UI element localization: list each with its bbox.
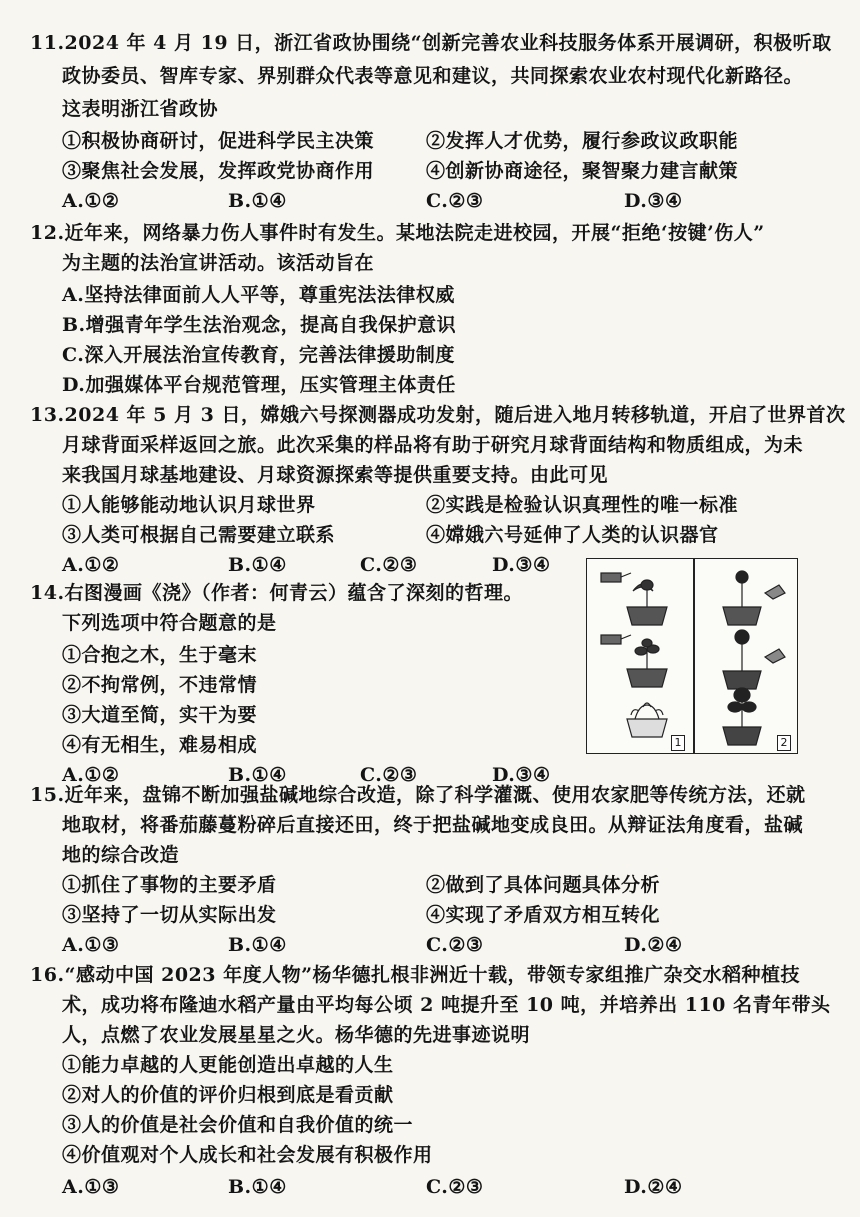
choice-c: C.②③ [360, 764, 418, 786]
statement: ①抓住了事物的主要矛盾 [62, 874, 277, 896]
question-15-line-1: 15.近年来，盘锦不断加强盐碱地综合改造，除了科学灌溉、使用农家肥等传统方法，还就 [30, 784, 806, 806]
choice-d: D.③④ [492, 764, 551, 786]
question-13-line-1: 13.2024 年 5 月 3 日，嫦娥六号探测器成功发射，随后进入地月转移轨道，开启了世界首次 [30, 404, 846, 426]
question-13-line-2: 月球背面采样返回之旅。此次采集的样品将有助于研究月球背面结构和物质组成，为未 [62, 434, 804, 456]
statement: ③大道至简，实干为要 [62, 704, 258, 726]
question-13-line-3: 来我国月球基地建设、月球资源探索等提供重要支持。由此可见 [62, 464, 609, 486]
choice-d: D.②④ [624, 934, 683, 956]
choice-c: C.②③ [426, 934, 484, 956]
comic-illustration [586, 558, 798, 754]
question-12-line-1: 12.近年来，网络暴力伤人事件时有发生。某地法院走进校园，开展“拒绝‘按键’伤人” [30, 222, 765, 244]
choice-d: D.②④ [624, 1176, 683, 1198]
choice-d: D.③④ [492, 554, 551, 576]
statement: ③人的价值是社会价值和自我价值的统一 [62, 1114, 414, 1136]
statement: ②做到了具体问题具体分析 [426, 874, 661, 896]
question-16-line-2: 术，成功将布隆迪水稻产量由平均每公顷 2 吨提升至 10 吨，并培养出 110 名青年带头 [62, 994, 831, 1016]
statement: ②实践是检验认识真理性的唯一标准 [426, 494, 739, 516]
statement: ①积极协商研讨，促进科学民主决策 [62, 130, 375, 152]
statement: ③人类可根据自己需要建立联系 [62, 524, 336, 546]
choice-d: D.加强媒体平台规范管理，压实管理主体责任 [62, 374, 456, 396]
statement: ②对人的价值的评价归根到底是看贡献 [62, 1084, 394, 1106]
statement: ②发挥人才优势，履行参政议政职能 [426, 130, 739, 152]
question-11-line-2: 政协委员、智库专家、界别群众代表等意见和建议，共同探索农业农村现代化新路径。 [62, 65, 804, 87]
statement: ①能力卓越的人更能创造出卓越的人生 [62, 1054, 394, 1076]
statement: ④有无相生，难易相成 [62, 734, 258, 756]
choice-a: A.坚持法律面前人人平等，尊重宪法法律权威 [62, 284, 455, 306]
statement: ④嫦娥六号延伸了人类的认识器官 [426, 524, 719, 546]
statement: ④实现了矛盾双方相互转化 [426, 904, 661, 926]
panel-label-2: 2 [777, 735, 791, 751]
statement: ①人能够能动地认识月球世界 [62, 494, 316, 516]
question-15-line-3: 地的综合改造 [62, 844, 180, 866]
question-16-line-1: 16.“感动中国 2023 年度人物”杨华德扎根非洲近十载，带领专家组推广杂交水稻种植技 [30, 964, 801, 986]
statement: ①合抱之木，生于毫末 [62, 644, 258, 666]
question-15-line-2: 地取材，将番茄藤蔓粉碎后直接还田，终于把盐碱地变成良田。从辩证法角度看，盐碱 [62, 814, 804, 836]
choice-b: B.①④ [228, 764, 287, 786]
question-11-line-3: 这表明浙江省政协 [62, 98, 219, 120]
statement: ④价值观对个人成长和社会发展有积极作用 [62, 1144, 433, 1166]
choice-b: B.增强青年学生法治观念，提高自我保护意识 [62, 314, 457, 336]
choice-c: C.②③ [426, 190, 484, 212]
statement: ③坚持了一切从实际出发 [62, 904, 277, 926]
choice-b: B.①④ [228, 934, 287, 956]
choice-a: A.①② [62, 764, 120, 786]
statement: ③聚焦社会发展，发挥政党协商作用 [62, 160, 375, 182]
choice-b: B.①④ [228, 190, 287, 212]
statement: ④创新协商途径，聚智聚力建言献策 [426, 160, 739, 182]
choice-b: B.①④ [228, 1176, 287, 1198]
question-14-line-2: 下列选项中符合题意的是 [62, 612, 277, 634]
choice-c: C.②③ [426, 1176, 484, 1198]
choice-a: A.①③ [62, 1176, 120, 1198]
question-14-line-1: 14.右图漫画《浇》（作者：何青云）蕴含了深刻的哲理。 [30, 582, 524, 604]
choice-b: B.①④ [228, 554, 287, 576]
question-16-line-3: 人，点燃了农业发展星星之火。杨华德的先进事迹说明 [62, 1024, 531, 1046]
choice-a: A.①② [62, 554, 120, 576]
panel-label-1: 1 [671, 735, 685, 751]
question-11-line-1: 11.2024 年 4 月 19 日，浙江省政协围绕“创新完善农业科技服务体系开展调研，积极听取 [30, 32, 832, 54]
question-12-line-2: 为主题的法治宣讲活动。该活动旨在 [62, 252, 375, 274]
choice-c: C.深入开展法治宣传教育，完善法律援助制度 [62, 344, 455, 366]
choice-a: A.①② [62, 190, 120, 212]
choice-c: C.②③ [360, 554, 418, 576]
choice-d: D.③④ [624, 190, 683, 212]
choice-a: A.①③ [62, 934, 120, 956]
comic-drawing [587, 559, 799, 755]
statement: ②不拘常例，不违常情 [62, 674, 258, 696]
